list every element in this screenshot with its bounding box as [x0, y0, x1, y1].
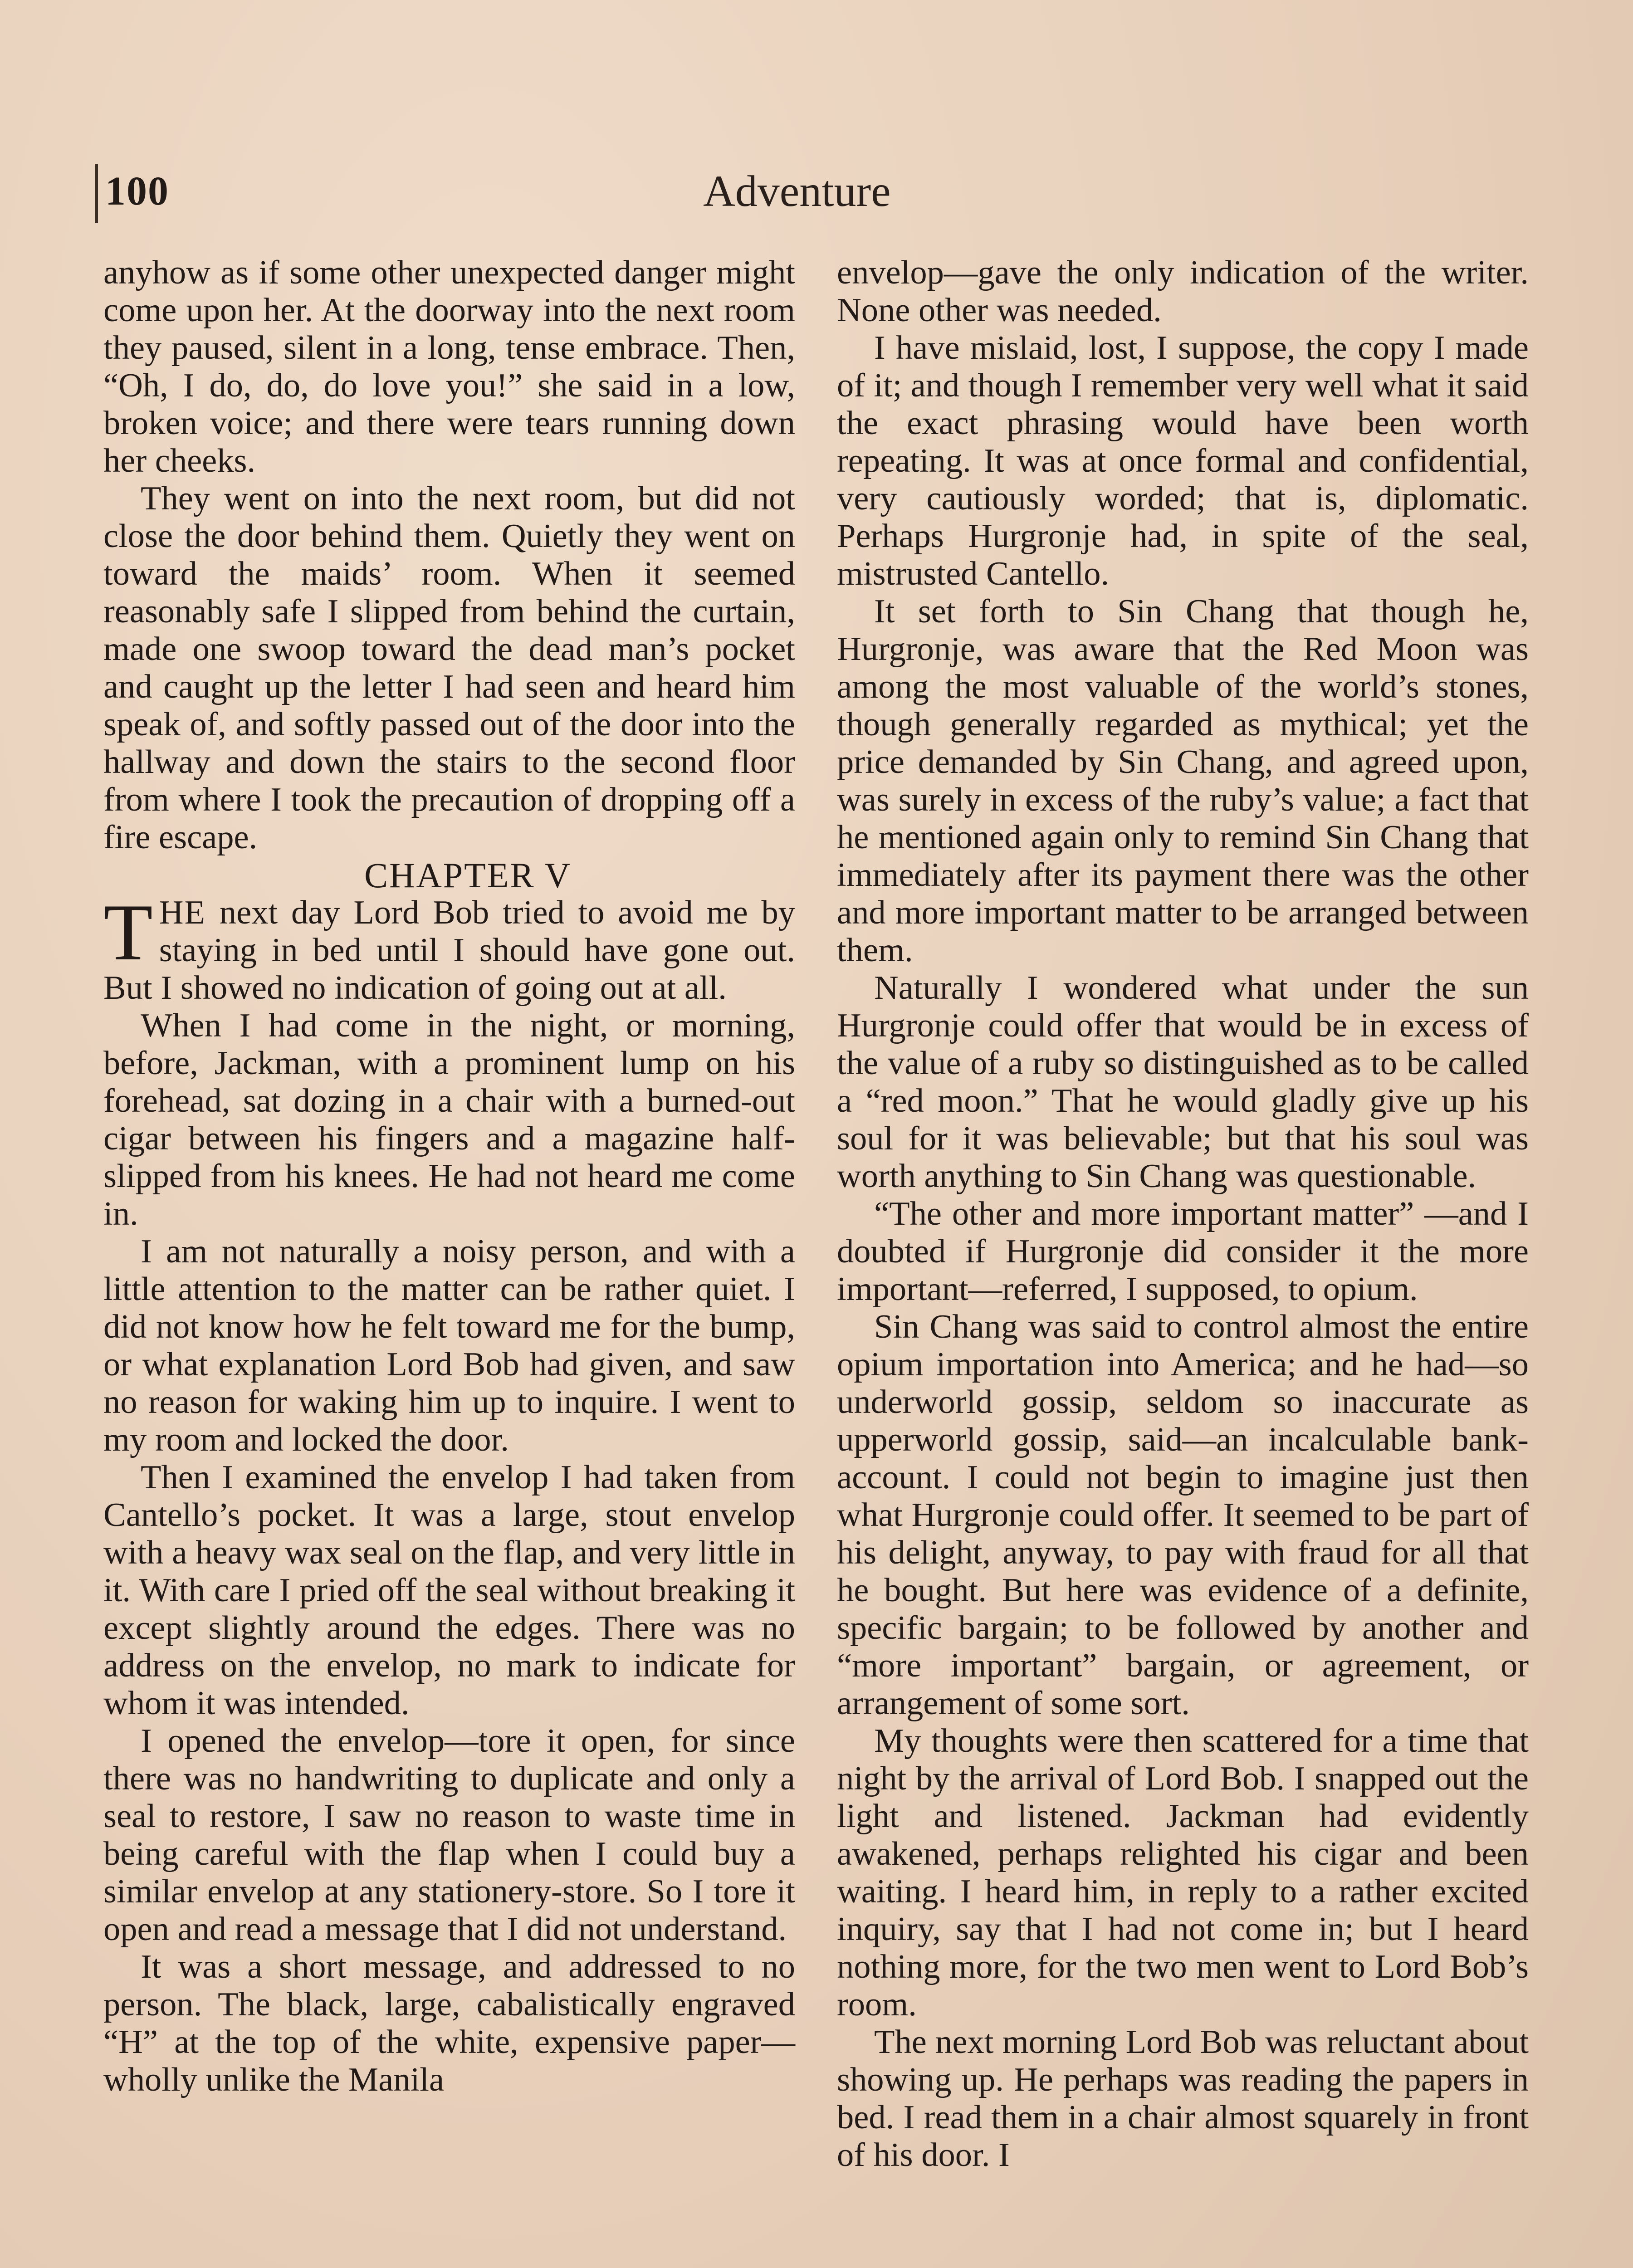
drop-cap: T [103, 887, 153, 977]
paragraph: When I had come in the night, or morning, before, Jackman, with a prominent lump on his forehead, sat dozing in a chair with a burned-out cigar between his fingers and a magazine half-slipped from his knees. He had not heard me come in. [103, 1007, 795, 1232]
paragraph: envelop—gave the only indication of the writer. None other was needed. [837, 254, 1529, 329]
paragraph: It set forth to Sin Chang that though he, Hurgronje, was aware that the Red Moon was among the most valuable of the world’s stones, though generally regarded as mythical; yet the price demanded by Sin Chang, and agreed upon, was surely in excess of the ruby’s value; a fact that he mentioned again only to remind Sin Chang that immediately after its payment there was the other and more important matter to be arranged between them. [837, 593, 1529, 969]
opening-text: next day Lord Bob tried to avoid me by staying in bed until I should have gone out. But I showed no indication of going out at all. [103, 894, 796, 1007]
running-title: Adventure [703, 167, 891, 216]
paragraph: anyhow as if some other unexpected danger might come upon her. At the doorway into the next room they paused, silent in a long, tense embrace. Then, “Oh, I do, do, do love you!” she said in a low, broken voice; and there were tears running down her cheeks. [103, 254, 795, 479]
left-column [103, 254, 795, 2099]
paragraph: Naturally I wondered what under the sun Hurgronje could offer that would be in excess of the value of a ruby so distinguished as to be called a “red moon.” That he would gladly give up his soul for it was believable; but that his soul was worth anything to Sin Chang was questionable. [837, 969, 1529, 1195]
paragraph: My thoughts were then scattered for a time that night by the arrival of Lord Bob. I snapped out the light and listened. Jackman had evidently awakened, perhaps relighted his cigar and been waiting. I heard him, in reply to a rather excited inquiry, say that I had not come in; but I heard nothing more, for the two men went to Lord Bob’s room. [837, 1722, 1529, 2023]
paragraph: I am not naturally a noisy person, and with a little attention to the matter can be rather quiet. I did not know how he felt toward me for the bump, or what explanation Lord Bob had given, and saw no reason for waking him up to inquire. I went to my room and locked the door. [103, 1233, 795, 1458]
paragraph: Sin Chang was said to control almost the entire opium importation into America; and he had—so underworld gossip, seldom so inaccurate as upperworld gossip, said—an incalculable bank-account. I could not begin to imagine just then what Hurgronje could offer. It seemed to be part of his delight, anyway, to pay with fraud for all that he bought. But here was evidence of a definite, specific bargain; to be followed by another and “more important” bargain, or agreement, or arrangement of some sort. [837, 1308, 1529, 1722]
chapter-opening-paragraph [103, 887, 796, 1007]
opening-smallcaps: HE [159, 894, 206, 931]
paragraph: I have mislaid, lost, I suppose, the copy I made of it; and though I remember very well what it said the exact phrasing would have been worth repeating. It was at once formal and confidential, very cautiously worded; that is, diplomatic. Perhaps Hurgronje had, in spite of the seal, mistrusted Cantello. [837, 329, 1529, 592]
paragraph: I opened the envelop—tore it open, for since there was no handwriting to duplicate and only a seal to restore, I saw no reason to waste time in being careful with the flap when I could buy a similar envelop at any stationery-store. So I tore it open and read a message that I did not understand. [103, 1722, 795, 1948]
page-header [0, 168, 1633, 222]
paragraph: “The other and more important matter” —and I doubted if Hurgronje did consider it the more important—referred, I supposed, to opium. [837, 1195, 1529, 1308]
paragraph: They went on into the next room, but did not close the door behind them. Quietly they went on toward the maids’ room. When it seemed reasonably safe I slipped from behind the curtain, made one swoop toward the dead man’s pocket and caught up the letter I had seen and heard him speak of, and softly passed out of the door into the hallway and down the stairs to the second floor from where I took the precaution of dropping off a fire escape. [103, 480, 795, 856]
paragraph: The next morning Lord Bob was reluctant about showing up. He perhaps was reading the papers in bed. I read them in a chair almost squarely in front of his door. I [837, 2024, 1529, 2174]
right-column [837, 254, 1529, 2174]
page-number: 100 [105, 169, 169, 214]
chapter-heading: CHAPTER V [364, 855, 572, 895]
paragraph: It was a short message, and addressed to no person. The black, large, cabalistically engraved “H” at the top of the white, expensive paper—wholly unlike the Manila [103, 1948, 795, 2098]
paragraph: Then I examined the envelop I had taken from Cantello’s pocket. It was a large, stout envelop with a heavy wax seal on the flap, and very little in it. With care I pried off the seal without breaking it except slightly around the edges. There was no address on the envelop, no mark to indicate for whom it was intended. [103, 1459, 795, 1722]
